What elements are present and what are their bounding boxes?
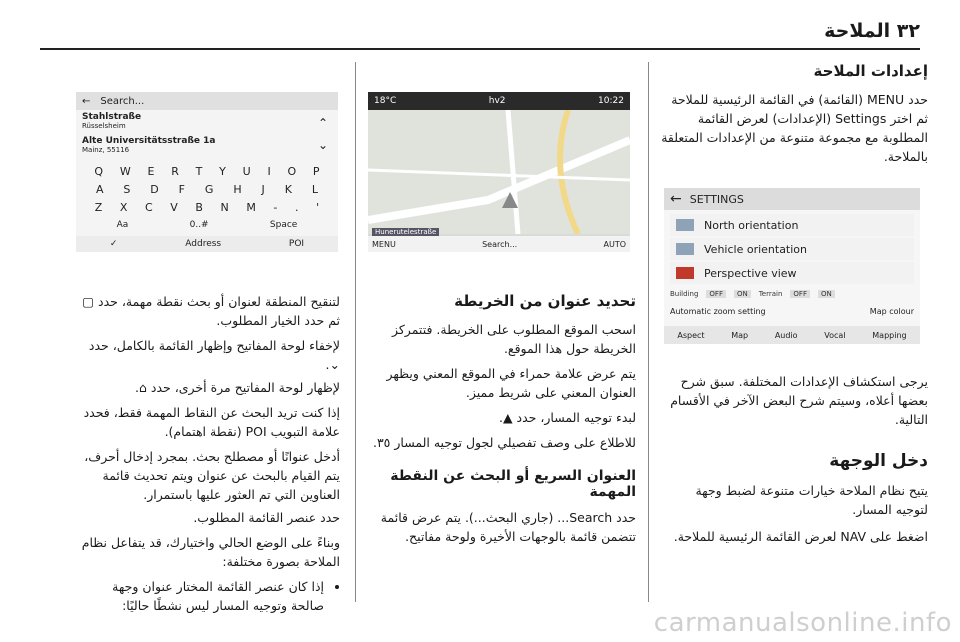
show-keyboard-paragraph: لإظهار لوحة المفاتيح مرة أخرى، حدد ⌂. bbox=[135, 380, 340, 395]
map-address-heading: تحديد عنوان من الخريطة bbox=[454, 292, 636, 310]
map-start-paragraph: لبدء توجيه المسار، حدد ▲. bbox=[498, 410, 636, 425]
building-off-toggle[interactable]: OFF bbox=[706, 290, 726, 298]
right-column bbox=[660, 62, 928, 166]
back-arrow-icon[interactable]: ← bbox=[670, 191, 682, 207]
chevron-up-icon[interactable]: ⌃ bbox=[317, 116, 328, 130]
keyboard-key[interactable]: - bbox=[273, 200, 278, 214]
keyboard-key[interactable]: . bbox=[294, 200, 299, 214]
destination-heading: دخل الوجهة bbox=[829, 451, 928, 471]
settings-explore-paragraph: يرجى استكشاف الإعدادات المختلفة. سبق شرح بعضها أعلاه، وسيتم شرح البعض الآخر في الأقسام التالية. bbox=[670, 374, 928, 427]
behavior-list bbox=[76, 577, 340, 615]
destination-paragraph: يتيح نظام الملاحة خيارات متنوعة لضبط وجهة لتوجيه المسار. bbox=[695, 483, 928, 517]
list-item: • إذا كان عنصر القائمة المختار عنوان وجهة صالحة وتوجيه المسار ليس نشطًا حاليًا: bbox=[76, 577, 324, 615]
keyboard-key[interactable]: Z bbox=[94, 200, 103, 214]
poi-paragraph: إذا كنت تريد البحث عن النقاط المهمة فقط، فحدد علامة التبويب POI (نقطة اهتمام). bbox=[83, 405, 340, 439]
keyboard-key[interactable]: K bbox=[284, 182, 292, 196]
settings-row-north[interactable]: North orientation bbox=[670, 214, 914, 236]
hide-keyboard-paragraph: لإخفاء لوحة المفاتيح وإظهار القائمة بالكامل، حدد ⌄. bbox=[88, 338, 340, 372]
settings-row-perspective[interactable]: Perspective view bbox=[670, 262, 914, 284]
keyboard-key[interactable]: I bbox=[267, 164, 271, 178]
settings-title: SETTINGS bbox=[689, 192, 744, 206]
nav-paragraph: اضغط على NAV لعرض القائمة الرئيسية للملاحة. bbox=[673, 529, 928, 544]
keyboard-key[interactable]: P bbox=[312, 164, 320, 178]
keyboard-row-2 bbox=[76, 180, 338, 198]
left-column bbox=[76, 292, 340, 615]
space-key[interactable]: Space bbox=[269, 220, 298, 230]
street-label: Hunerutelestraße bbox=[372, 228, 439, 236]
right-column-lower bbox=[660, 372, 928, 546]
keyboard-key[interactable]: C bbox=[145, 200, 153, 214]
keyboard-key[interactable]: B bbox=[195, 200, 203, 214]
keyboard-key[interactable]: ' bbox=[316, 200, 320, 214]
tab-audio[interactable]: Audio bbox=[774, 330, 798, 340]
case-key[interactable]: Aa bbox=[116, 220, 129, 230]
map-canvas[interactable] bbox=[368, 110, 630, 234]
settings-title-bar bbox=[664, 188, 920, 210]
enter-address-paragraph: أدخل عنوانًا أو مصطلح بحث. بمجرد إدخال أحرف، يتم القيام بالبحث عن عنوان ويتم تحديث قائمة العناوين التي تم العثور عليها باستمرار. bbox=[84, 449, 340, 502]
keyboard-key[interactable]: T bbox=[195, 164, 203, 178]
keyboard bbox=[76, 162, 338, 252]
map-status-bar bbox=[368, 92, 630, 110]
watermark: carmanualsonline.info bbox=[653, 608, 952, 638]
quick-search-paragraph: حدد Search... (جاري البحث...). يتم عرض قائمة تتضمن قائمة بالوجهات الأخيرة ولوحة مفاتيح. bbox=[380, 510, 636, 544]
number-key[interactable]: 0..# bbox=[189, 220, 209, 230]
middle-column bbox=[366, 292, 636, 546]
keyboard-key[interactable]: Q bbox=[94, 164, 104, 178]
keyboard-key[interactable]: L bbox=[311, 182, 318, 196]
select-item-paragraph: حدد عنصر القائمة المطلوب. bbox=[193, 510, 340, 525]
tab-vocal[interactable]: Vocal bbox=[824, 330, 846, 340]
temperature: 18°C bbox=[374, 96, 397, 106]
search-button[interactable]: Search... bbox=[482, 239, 518, 249]
keyboard-key[interactable]: R bbox=[171, 164, 179, 178]
keyboard-row-1 bbox=[76, 162, 338, 180]
map-screen bbox=[368, 92, 630, 252]
tab-mapping[interactable]: Mapping bbox=[872, 330, 907, 340]
keyboard-tab-bar bbox=[76, 236, 338, 252]
map-bottom-bar bbox=[368, 236, 630, 252]
refine-area-paragraph: لتنقيح المنطقة لعنوان أو بحث نقطة مهمة، حدد ▢ ثم حدد الخيار المطلوب. bbox=[82, 294, 340, 328]
zoom-colour-row bbox=[670, 303, 914, 319]
menu-button[interactable]: MENU bbox=[372, 239, 396, 249]
keyboard-row-3 bbox=[76, 198, 338, 216]
building-on-toggle[interactable]: ON bbox=[734, 290, 751, 298]
settings-screen bbox=[664, 188, 920, 344]
keyboard-key[interactable]: A bbox=[95, 182, 104, 196]
search-bar bbox=[76, 92, 338, 110]
chevron-down-icon[interactable]: ⌄ bbox=[317, 138, 328, 152]
page-header-title: ٣٢ الملاحة bbox=[824, 20, 920, 42]
tab-map[interactable]: Map bbox=[731, 330, 749, 340]
settings-paragraph: حدد MENU (القائمة) في القائمة الرئيسية للملاحة ثم اختر Settings (الإعدادات) لعرض القائمة المطلوبة مع مجموعة متنوعة من الإعدادات المتعلقة بالملاحة. bbox=[661, 92, 928, 164]
tab-poi[interactable]: POI bbox=[288, 239, 305, 249]
search-input[interactable]: Search... bbox=[100, 95, 145, 107]
confirm-check-icon[interactable]: ✓ bbox=[109, 239, 118, 249]
map-marker-paragraph: يتم عرض علامة حمراء في الموقع المعني ويظهر العنوان المعني على شريط مميز. bbox=[386, 366, 636, 400]
settings-tab-bar bbox=[664, 326, 920, 344]
column-separator-right bbox=[648, 62, 649, 602]
road-name: hv2 bbox=[488, 96, 506, 106]
terrain-off-toggle[interactable]: OFF bbox=[790, 290, 810, 298]
keyboard-key[interactable]: H bbox=[233, 182, 242, 196]
map-drag-paragraph: اسحب الموقع المطلوب على الخريطة. فتتمركز الخريطة حول هذا الموقع. bbox=[391, 322, 636, 356]
header-rule bbox=[40, 48, 920, 50]
terrain-on-toggle[interactable]: ON bbox=[818, 290, 835, 298]
keyboard-key[interactable]: E bbox=[147, 164, 155, 178]
result-item-2[interactable]: Alte Universitätsstraße 1a Mainz, 55116 bbox=[82, 136, 216, 154]
keyboard-key[interactable]: G bbox=[204, 182, 214, 196]
keyboard-key[interactable]: O bbox=[287, 164, 297, 178]
keyboard-key[interactable]: Y bbox=[219, 164, 226, 178]
thumbnail-icon bbox=[676, 267, 694, 279]
keyboard-key[interactable]: J bbox=[261, 182, 265, 196]
column-separator-left bbox=[355, 62, 356, 602]
keyboard-screen bbox=[76, 92, 338, 252]
keyboard-key[interactable]: D bbox=[150, 182, 159, 196]
keyboard-key[interactable]: S bbox=[123, 182, 131, 196]
back-arrow-icon[interactable]: ← bbox=[82, 95, 91, 107]
result-item-1[interactable]: Stahlstraße Rüsselsheim bbox=[82, 112, 142, 130]
tab-aspect[interactable]: Aspect bbox=[677, 330, 705, 340]
keyboard-row-4 bbox=[76, 216, 338, 234]
thumbnail-icon bbox=[676, 243, 694, 255]
map-colour-option[interactable]: Map colour bbox=[869, 306, 914, 316]
tab-address[interactable]: Address bbox=[185, 239, 222, 249]
keyboard-key[interactable]: F bbox=[178, 182, 185, 196]
behavior-paragraph: وبناءً على الوضع الحالي واختيارك، قد يتفاعل نظام الملاحة بصورة مختلفة: bbox=[81, 535, 340, 569]
map-guidance-paragraph: للاطلاع على وصف تفصيلي لجول توجيه المسار ٣٥. bbox=[372, 435, 636, 450]
keyboard-key[interactable]: N bbox=[220, 200, 229, 214]
keyboard-key[interactable]: U bbox=[242, 164, 251, 178]
settings-heading: إعدادات الملاحة bbox=[813, 62, 928, 80]
keyboard-key[interactable]: W bbox=[119, 164, 131, 178]
settings-row-vehicle[interactable]: Vehicle orientation bbox=[670, 238, 914, 260]
auto-zoom-button[interactable]: AUTO bbox=[603, 239, 626, 249]
keyboard-key[interactable]: M bbox=[246, 200, 256, 214]
keyboard-key[interactable]: V bbox=[170, 200, 178, 214]
clock: 10:22 bbox=[598, 96, 624, 106]
thumbnail-icon bbox=[676, 219, 694, 231]
keyboard-key[interactable]: X bbox=[119, 200, 128, 214]
building-terrain-toggles: Building OFF ON Terrain OFF ON bbox=[670, 287, 914, 301]
auto-zoom-option[interactable]: Automatic zoom setting bbox=[670, 306, 766, 316]
quick-search-heading: العنوان السريع أو البحث عن النقطة المهمة bbox=[390, 468, 636, 500]
